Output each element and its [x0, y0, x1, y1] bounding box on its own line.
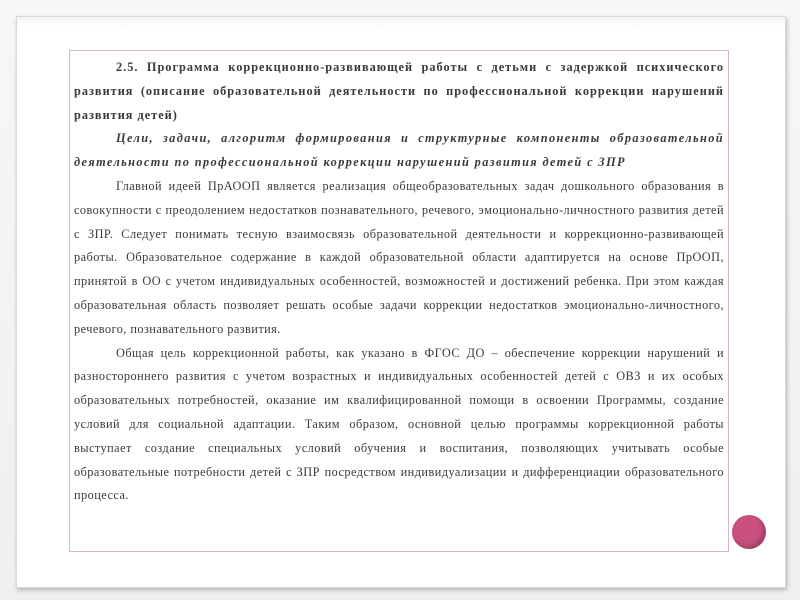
paragraph-main-idea: Главной идеей ПрАООП является реализация общеобразовательных задач дошкольного образования в совокупности с преодолением недостатков познавательного, речевого, эмоционально-личностного развития детей с ЗПР. Следует понимать тесную взаимосвязь образовательной деятельности и коррекционно-развивающей работы. Образовательное содержание в каждой образовательной области адаптируется на основе ПрООП, принятой в ОО с учетом индивидуальных особенностей, возможностей и достижений ребенка. При этом каждая образовательная область позволяет решать особые задачи коррекции недостатков эмоционально-личностного, речевого, познавательного развития.: [74, 178, 724, 336]
slide-header-band: [17, 17, 785, 27]
document-text-box: [69, 50, 729, 552]
paragraph-correction-goal: Общая цель коррекционной работы, как указано в ФГОС ДО – обеспечение коррекции нарушений и разностороннего развития с учетом возрастных и индивидуальных особенностей детей с ОВЗ и их особых образовательных потребностей, оказание им квалифицированной помощи в освоении Программы, создание условий для социальной адаптации. Таким образом, основной целью программы коррекционной работы выступает создание специальных условий обучения и воспитания, позволяющих учитывать особые образовательные потребности детей с ЗПР посредством индивидуализации и дифференциации образовательного процесса.: [74, 345, 724, 503]
slide-frame: [16, 16, 786, 588]
section-subheading: Цели, задачи, алгоритм формирования и структурные компоненты образовательной деятельности по профессиональной коррекции нарушений развития детей с ЗПР: [74, 131, 724, 170]
section-heading: 2.5. Программа коррекционно-развивающей работы с детьми с задержкой психического развития (описание образовательной деятельности по профессиональной коррекции нарушений развития детей): [74, 60, 724, 122]
pink-circle-decoration: [732, 515, 766, 549]
